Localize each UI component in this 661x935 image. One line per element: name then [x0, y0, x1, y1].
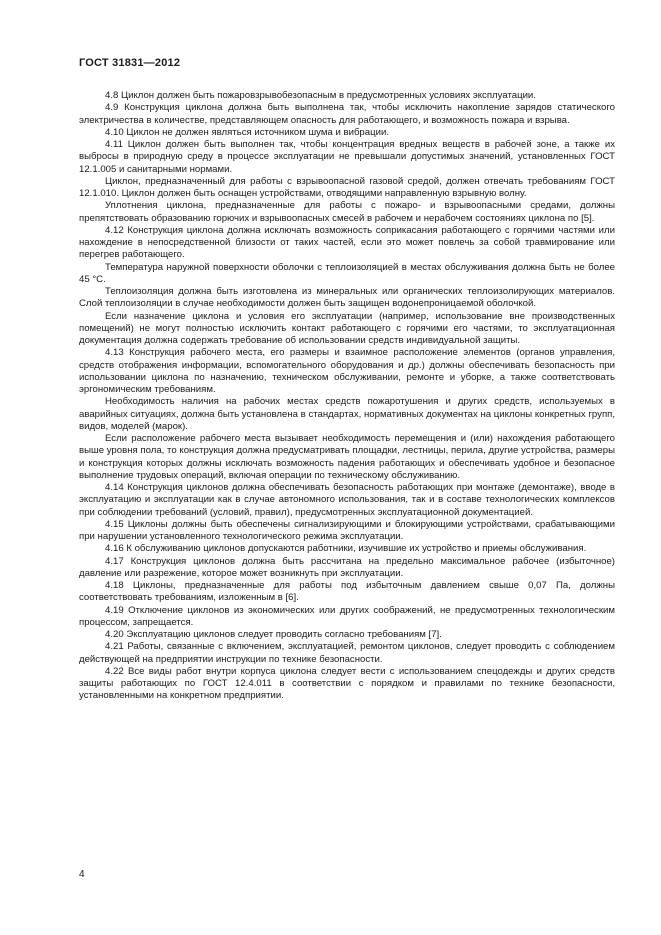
paragraph: Необходимость наличия на рабочих местах средств пожаротушения и других средств, используемых в аварийных ситуациях, должна быть установлена в стандартах, нормативных документах на циклоны конкретных групп, видов, моделей (марок).: [79, 396, 615, 432]
paragraph: 4.8 Циклон должен быть пожаровзрывобезопасным в предусмотренных условиях эксплуатации.: [105, 90, 536, 101]
paragraph: 4.17 Конструкция циклонов должна быть рассчитана на предельно максимальное рабочее (избыточное) давление или разрежение, которое может возникнуть при эксплуатации.: [79, 555, 615, 579]
paragraph: Уплотнения циклона, предназначенные для работы с пожаро- и взрывоопасными средами, должны препятствовать образованию горючих и взрывоопасных смесей в рабочем и нерабочем состояниях циклона по [5].: [79, 200, 615, 224]
document-header: ГОСТ 31831—2012: [79, 57, 181, 69]
paragraph: 4.20 Эксплуатацию циклонов следует проводить согласно требованиям [7].: [105, 629, 442, 640]
paragraph: 4.10 Циклон не должен являться источником шума и вибрации.: [105, 126, 389, 138]
paragraph: 4.21 Работы, связанные с включением, эксплуатацией, ремонтом циклонов, следует проводить с соблюдением действующей на предприятии инструкции по технике безопасности.: [79, 641, 615, 665]
paragraph: Если расположение рабочего места вызывает необходимость перемещения и (или) нахождения работающего выше уровня пола, то конструкция должна предусматривать площадки, лестницы, перила, другие устройства, размеры и конструкция которых должны исключать возможность падения работающих и обеспечивать удобное и безопасное выполнение трудовых операций, включая операции по техническому обслуживанию.: [79, 433, 615, 481]
paragraph: 4.11 Циклон должен быть выполнен так, чтобы концентрация вредных веществ в рабочей зоне, а также их выбросы в природную среду в процессе эксплуатации не превышали допустимых значений, установленных ГОСТ 12.1.005 и санитарными нормами.: [79, 139, 615, 175]
document-body: [79, 90, 615, 703]
paragraph: 4.13 Конструкция рабочего места, его размеры и взаимное расположение элементов (органов управления, средств отображения информации, вспомогательного оборудования и др.) должны обеспечивать безопасность при использовании циклона по назначению, техническом обслуживании, ремонте и уборке, а также соответствовать эргономическим требованиям.: [79, 347, 615, 395]
paragraph: 4.14 Конструкция циклонов должна обеспечивать безопасность работающих при монтаже (демонтаже), вводе в эксплуатацию и эксплуатации как в случае автономного использования, так и в составе технологических комплексов при соблюдении требований (условий, правил), предусмотренных эксплуатационной документацией.: [79, 482, 615, 518]
paragraph: Теплоизоляция должна быть изготовлена из минеральных или органических теплоизолирующих материалов. Слой теплоизоляции в случае необходимости должен быть защищен водонепроницаемой оболочкой.: [79, 286, 615, 310]
paragraph: 4.15 Циклоны должны быть обеспечены сигнализирующими и блокирующими устройствами, срабатывающими при нарушении установленного технологического режима эксплуатации.: [79, 518, 615, 542]
paragraph: 4.16 К обслуживанию циклонов допускаются работники, изучившие их устройство и приемы обслуживания.: [105, 543, 587, 555]
paragraph: 4.12 Конструкция циклона должна исключать возможность соприкасания работающего с горячими частями или нахождение в непосредственной близости от таких частей, если это может повлечь за собой травмирование или перегрев работающего.: [79, 224, 615, 261]
paragraph: Температура наружной поверхности оболочки с теплоизоляцией в местах обслуживания должна быть не более 45 °С.: [79, 261, 615, 285]
paragraph: Если назначение циклона и условия его эксплуатации (например, использование вне производственных помещений) не могут полностью исключить контакт работающего с горячими его частями, то эксплуатационная документация должна содержать требование об использовании средств индивидуальной защиты.: [79, 310, 615, 346]
paragraph: 4.22 Все виды работ внутри корпуса циклона следует вести с использованием спецодежды и других средств защиты работающих по ГОСТ 12.4.011 в соответствии с порядком и правилами по технике безопасности, установленными на конкретном предприятии.: [79, 665, 615, 702]
paragraph: 4.18 Циклоны, предназначенные для работы под избыточным давлением свыше 0,07 Па, должны соответствовать требованиям, изложенным в [6].: [79, 580, 615, 604]
paragraph: Циклон, предназначенный для работы с взрывоопасной газовой средой, должен отвечать требованиям ГОСТ 12.1.010. Циклон должен быть оснащен устройствами, отводящими направленную взрывную волну.: [79, 175, 615, 199]
page-number: 4: [79, 869, 85, 880]
paragraph: 4.9 Конструкция циклона должна быть выполнена так, чтобы исключить накопление зарядов статического электричества в количестве, представляющем опасность для работающего, и возможность пожара и взрыва.: [79, 102, 615, 126]
paragraph: 4.19 Отключение циклонов из экономических или других соображений, не предусмотренных технологическим процессом, запрещается.: [79, 604, 615, 628]
